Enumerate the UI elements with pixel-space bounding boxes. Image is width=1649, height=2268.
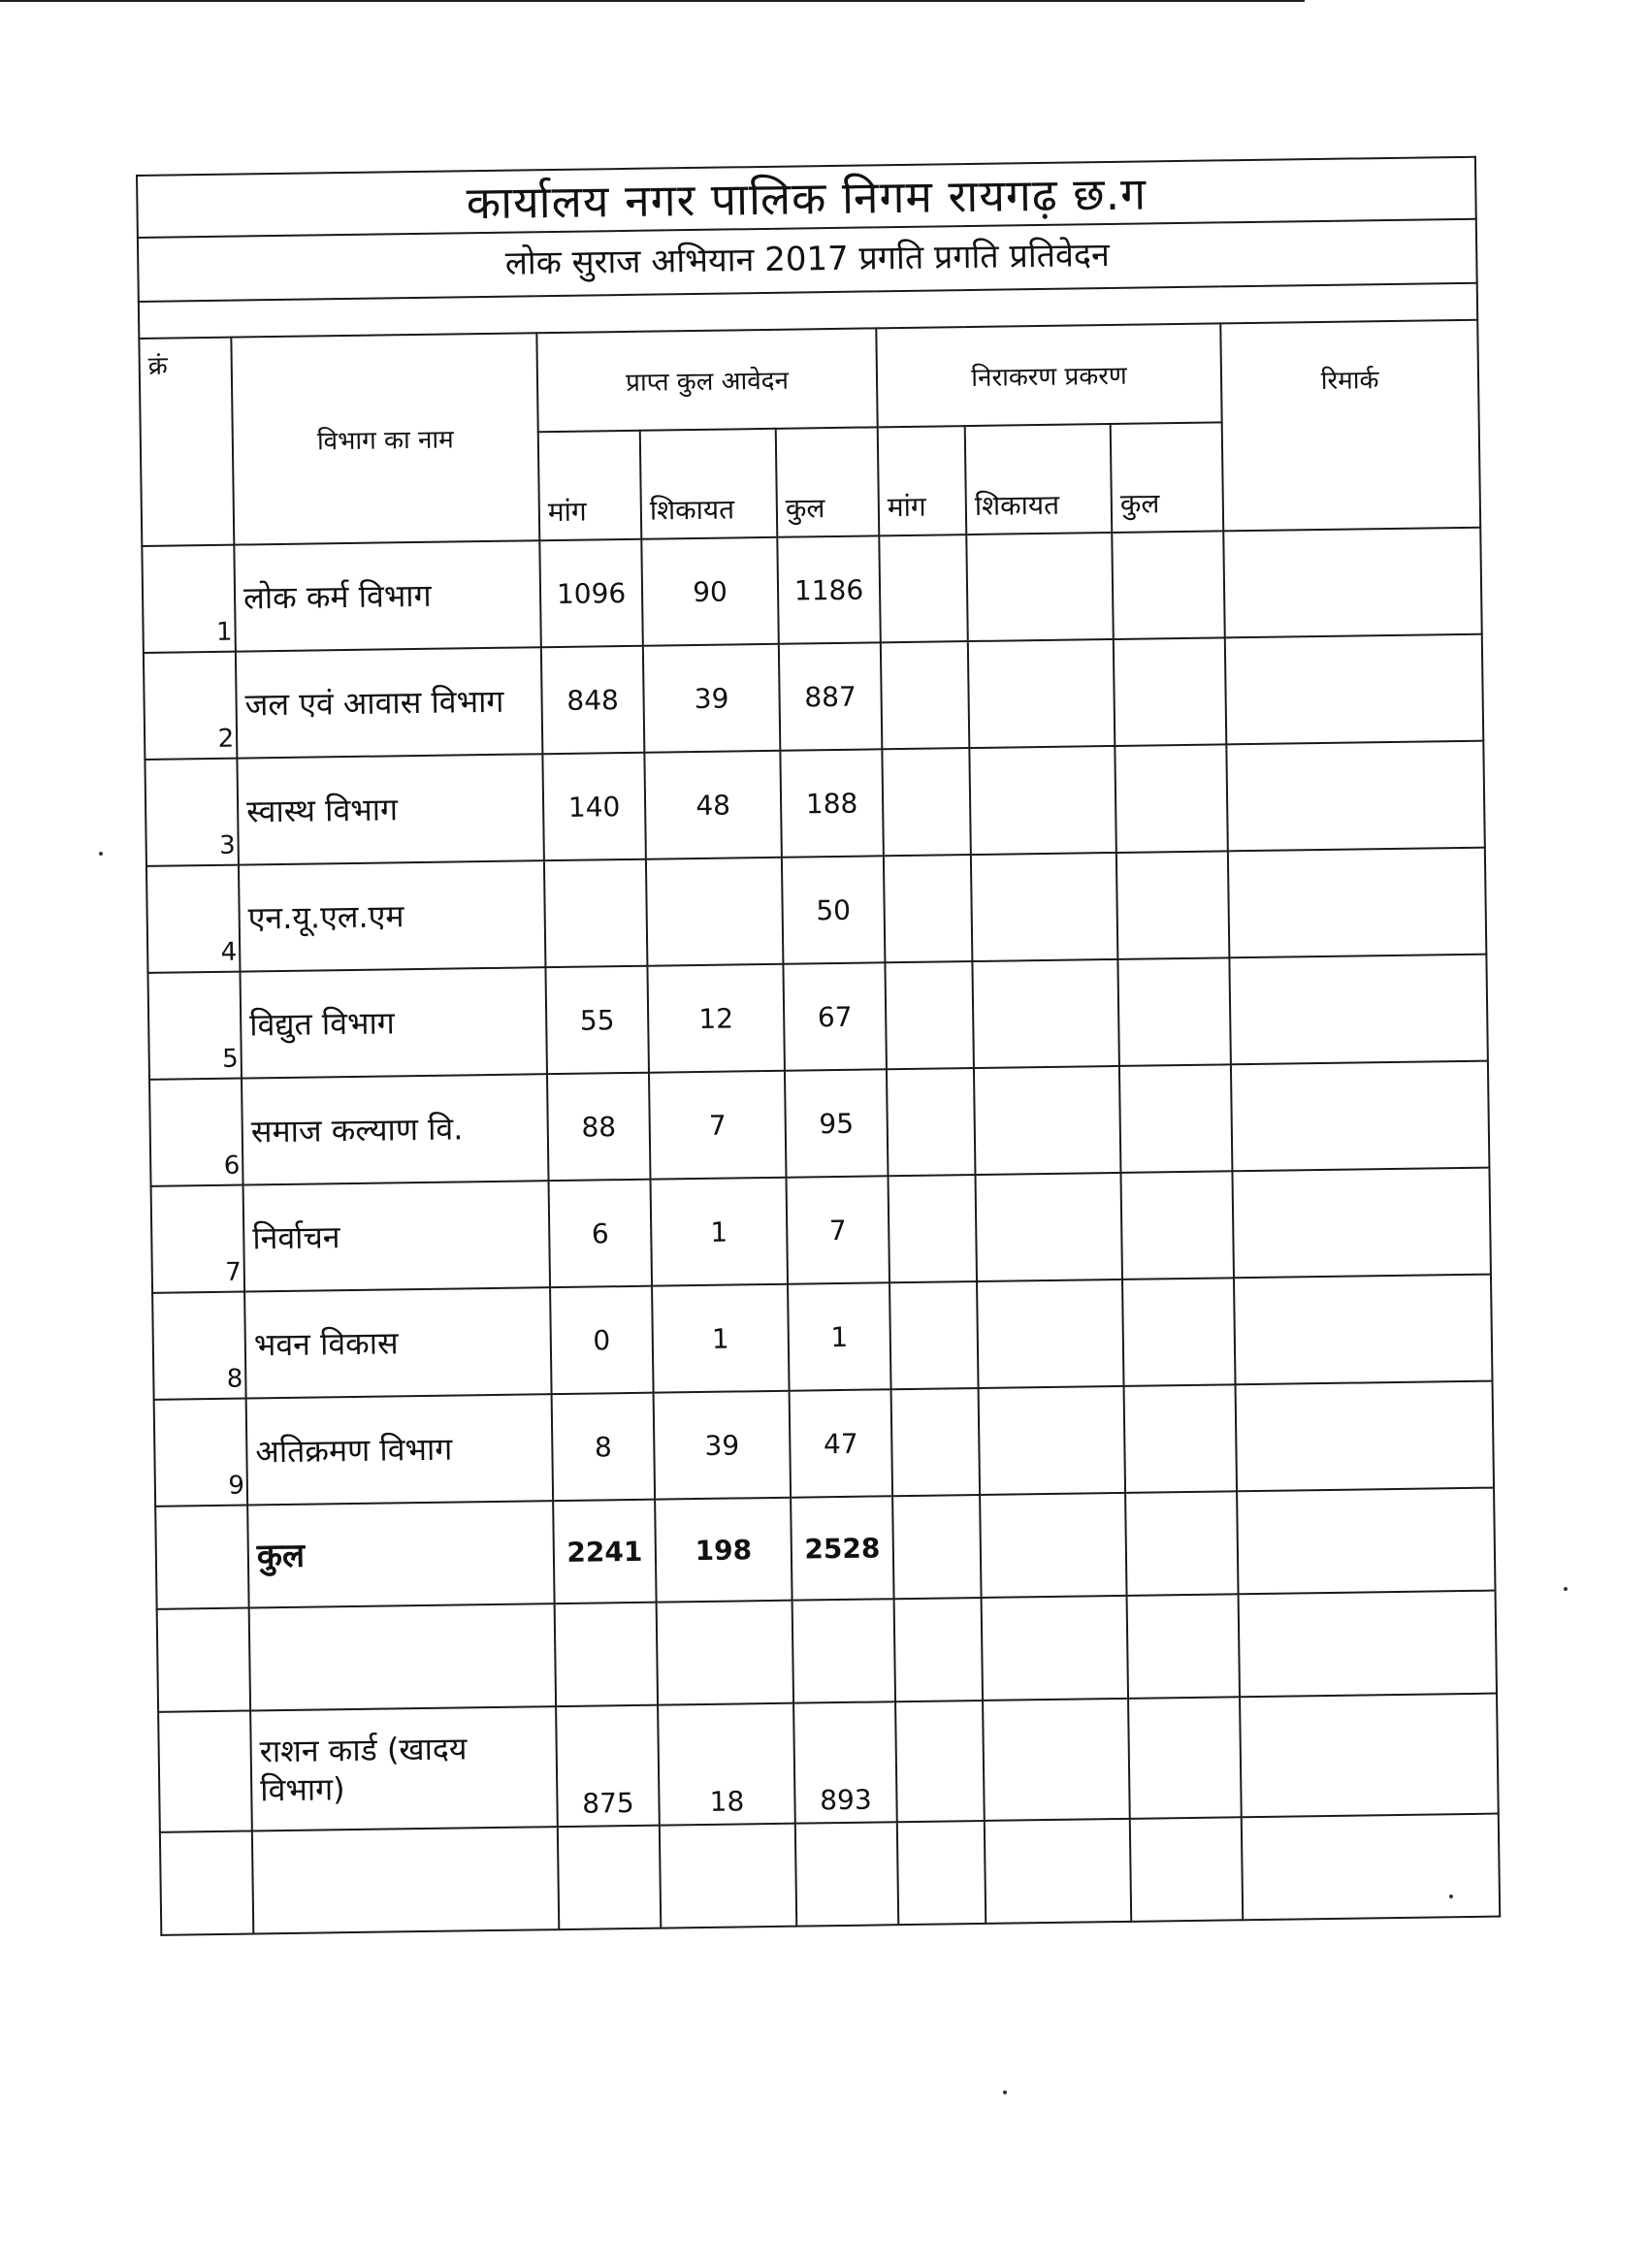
ration-total: 893 — [793, 1701, 897, 1823]
empty-cell — [894, 1598, 983, 1701]
received-total: 188 — [780, 749, 884, 857]
received-demand: 848 — [541, 646, 645, 754]
scan-speck — [1449, 1895, 1453, 1898]
empty-cell — [982, 1596, 1128, 1701]
ration-complaint: 18 — [658, 1703, 795, 1826]
table-row — [149, 1061, 1489, 1186]
remarks-cell — [1223, 528, 1482, 638]
received-total: 1186 — [777, 535, 881, 643]
received-group-header: प्राप्त कुल आवेदन — [536, 328, 877, 432]
department-header: विभाग का नाम — [231, 333, 539, 544]
serial-header: क्रं — [139, 338, 234, 546]
empty-cell — [555, 1603, 658, 1706]
empty-cell — [1242, 1814, 1501, 1921]
resolved-complaint — [971, 853, 1118, 961]
resolved-total — [1124, 1384, 1238, 1493]
resolved-complaint — [975, 1173, 1122, 1281]
ration-demand: 875 — [556, 1705, 660, 1827]
empty-cell — [1130, 1817, 1243, 1922]
resolved-complaint — [966, 533, 1114, 641]
received-demand: 1096 — [539, 539, 643, 647]
department-name: भवन विकास — [244, 1287, 552, 1398]
report-sheet — [136, 156, 1499, 1936]
empty-cell — [1239, 1591, 1498, 1698]
resolved-total — [1115, 744, 1228, 853]
remarks-cell — [1234, 1275, 1493, 1385]
resolved-demand — [889, 1281, 979, 1389]
empty-cell — [1127, 1594, 1240, 1699]
resolved-demand — [882, 748, 971, 856]
resolved-complaint — [977, 1280, 1124, 1388]
received-complaint-header: शिकायत — [640, 429, 778, 539]
document-subtitle: लोक सुराज अभियान 2017 प्रगति प्रगति प्रतिवेदन — [138, 219, 1477, 302]
resolved-demand-header: मांग — [878, 426, 967, 535]
resolved-demand — [884, 855, 973, 962]
empty-cell — [792, 1599, 895, 1702]
received-demand: 0 — [550, 1286, 654, 1394]
resolved-complaint — [974, 1066, 1121, 1175]
received-total: 67 — [783, 962, 887, 1070]
received-demand: 55 — [545, 966, 649, 1074]
remarks-cell — [1229, 955, 1488, 1065]
serial-cell: 8 — [152, 1292, 246, 1400]
resolved-complaint — [969, 746, 1116, 855]
received-demand: 140 — [542, 753, 646, 860]
empty-cell — [892, 1495, 981, 1599]
received-total: 95 — [785, 1069, 889, 1177]
resolved-total — [1120, 1171, 1234, 1280]
table-row — [147, 955, 1487, 1080]
empty-cell — [660, 1824, 796, 1928]
received-demand: 6 — [549, 1180, 653, 1287]
serial-cell: 5 — [147, 972, 242, 1080]
resolved-complaint — [968, 639, 1116, 748]
received-total: 50 — [782, 856, 886, 963]
serial-cell: 3 — [145, 759, 239, 866]
remarks-cell — [1225, 634, 1484, 745]
department-name: एन.यू.एल.एम — [239, 860, 546, 971]
received-total: 7 — [786, 1176, 889, 1283]
resolved-total-header: कुल — [1111, 422, 1224, 533]
received-complaint: 12 — [647, 964, 785, 1073]
remarks-header: रिमार्क — [1220, 320, 1480, 532]
table-row — [151, 1168, 1491, 1293]
received-complaint: 48 — [644, 751, 782, 859]
empty-cell — [1240, 1694, 1499, 1818]
scan-speck — [99, 852, 103, 856]
scan-speck — [1564, 1587, 1568, 1591]
empty-cell — [249, 1604, 556, 1710]
resolved-total — [1114, 637, 1227, 746]
resolved-complaint-header: शिकायत — [965, 424, 1113, 535]
table-row — [146, 848, 1486, 973]
empty-cell — [657, 1601, 793, 1705]
remarks-cell — [1228, 848, 1487, 958]
empty-cell — [897, 1821, 986, 1925]
empty-cell — [985, 1819, 1131, 1924]
scan-speck — [1003, 2090, 1007, 2094]
empty-cell — [795, 1822, 898, 1926]
received-complaint: 7 — [649, 1071, 787, 1180]
progress-report-table — [136, 156, 1501, 1936]
received-demand: 88 — [547, 1073, 651, 1181]
empty-cell — [983, 1699, 1130, 1821]
received-demand — [544, 859, 648, 967]
empty-cell — [252, 1827, 559, 1933]
department-rows — [142, 528, 1494, 1507]
empty-cell — [160, 1831, 253, 1934]
document-title: कार्यालय नगर पालिक निगम रायगढ़ छ.ग — [137, 157, 1476, 238]
table-row — [154, 1381, 1494, 1507]
remarks-cell — [1226, 741, 1485, 852]
received-complaint: 1 — [652, 1284, 790, 1393]
received-complaint: 39 — [643, 644, 781, 753]
department-name: निर्वाचन — [243, 1181, 551, 1291]
serial-cell: 4 — [146, 865, 241, 973]
received-total: 887 — [779, 642, 883, 750]
remarks-cell — [1231, 1061, 1490, 1172]
department-name: अतिक्रमण विभाग — [246, 1394, 554, 1505]
resolved-demand — [881, 641, 970, 749]
resolved-complaint — [972, 959, 1119, 1068]
total-total: 2528 — [791, 1496, 893, 1600]
resolved-total — [1116, 851, 1230, 959]
empty-cell — [1125, 1491, 1238, 1596]
total-label: कुल — [247, 1501, 554, 1607]
resolved-total — [1119, 1064, 1233, 1173]
serial-cell: 7 — [151, 1185, 245, 1293]
received-complaint — [646, 858, 784, 966]
department-name: स्वास्थ विभाग — [237, 754, 544, 864]
received-complaint: 1 — [651, 1178, 789, 1286]
serial-cell: 1 — [142, 545, 236, 653]
resolved-demand — [891, 1388, 981, 1496]
serial-cell: 9 — [154, 1399, 248, 1507]
department-name: जल एवं आवास विभाग — [236, 647, 543, 758]
remarks-cell — [1232, 1168, 1491, 1279]
total-complaint: 198 — [655, 1498, 792, 1603]
received-complaint: 90 — [641, 537, 779, 646]
serial-cell: 6 — [149, 1079, 243, 1186]
department-name: विद्युत विभाग — [240, 967, 547, 1078]
empty-cell — [895, 1701, 985, 1822]
empty-cell — [157, 1608, 250, 1712]
resolved-total — [1122, 1278, 1236, 1386]
serial-cell: 2 — [144, 652, 238, 760]
received-total: 1 — [788, 1282, 891, 1390]
empty-cell — [1237, 1488, 1496, 1595]
total-demand: 2241 — [553, 1500, 656, 1604]
table-row — [142, 528, 1481, 653]
department-name: लोक कर्म विभाग — [234, 540, 541, 651]
resolved-total — [1112, 531, 1225, 639]
received-demand-header: मांग — [538, 431, 642, 540]
resolved-complaint — [979, 1386, 1126, 1495]
department-name: समाज कल्याण वि. — [242, 1074, 549, 1184]
table-row — [145, 741, 1484, 866]
empty-cell — [558, 1826, 661, 1929]
remarks-cell — [1236, 1381, 1495, 1492]
table-row — [144, 634, 1483, 760]
received-demand: 8 — [552, 1393, 656, 1501]
resolved-group-header: निराकरण प्रकरण — [876, 323, 1221, 427]
empty-cell — [1128, 1697, 1242, 1819]
top-rule — [0, 0, 1305, 2]
resolved-demand — [888, 1175, 977, 1282]
resolved-total — [1117, 957, 1231, 1066]
total-serial-cell — [155, 1506, 248, 1609]
received-total-header: कुल — [776, 427, 880, 536]
received-complaint: 39 — [654, 1391, 792, 1500]
empty-cell — [158, 1711, 252, 1832]
received-total: 47 — [790, 1389, 893, 1497]
resolved-demand — [887, 1068, 976, 1176]
empty-cell — [980, 1493, 1126, 1598]
ration-dept-name: राशन कार्ड (खादय विभाग) — [250, 1706, 558, 1831]
resolved-demand — [879, 535, 968, 642]
table-row — [152, 1275, 1492, 1400]
resolved-demand — [885, 961, 974, 1069]
